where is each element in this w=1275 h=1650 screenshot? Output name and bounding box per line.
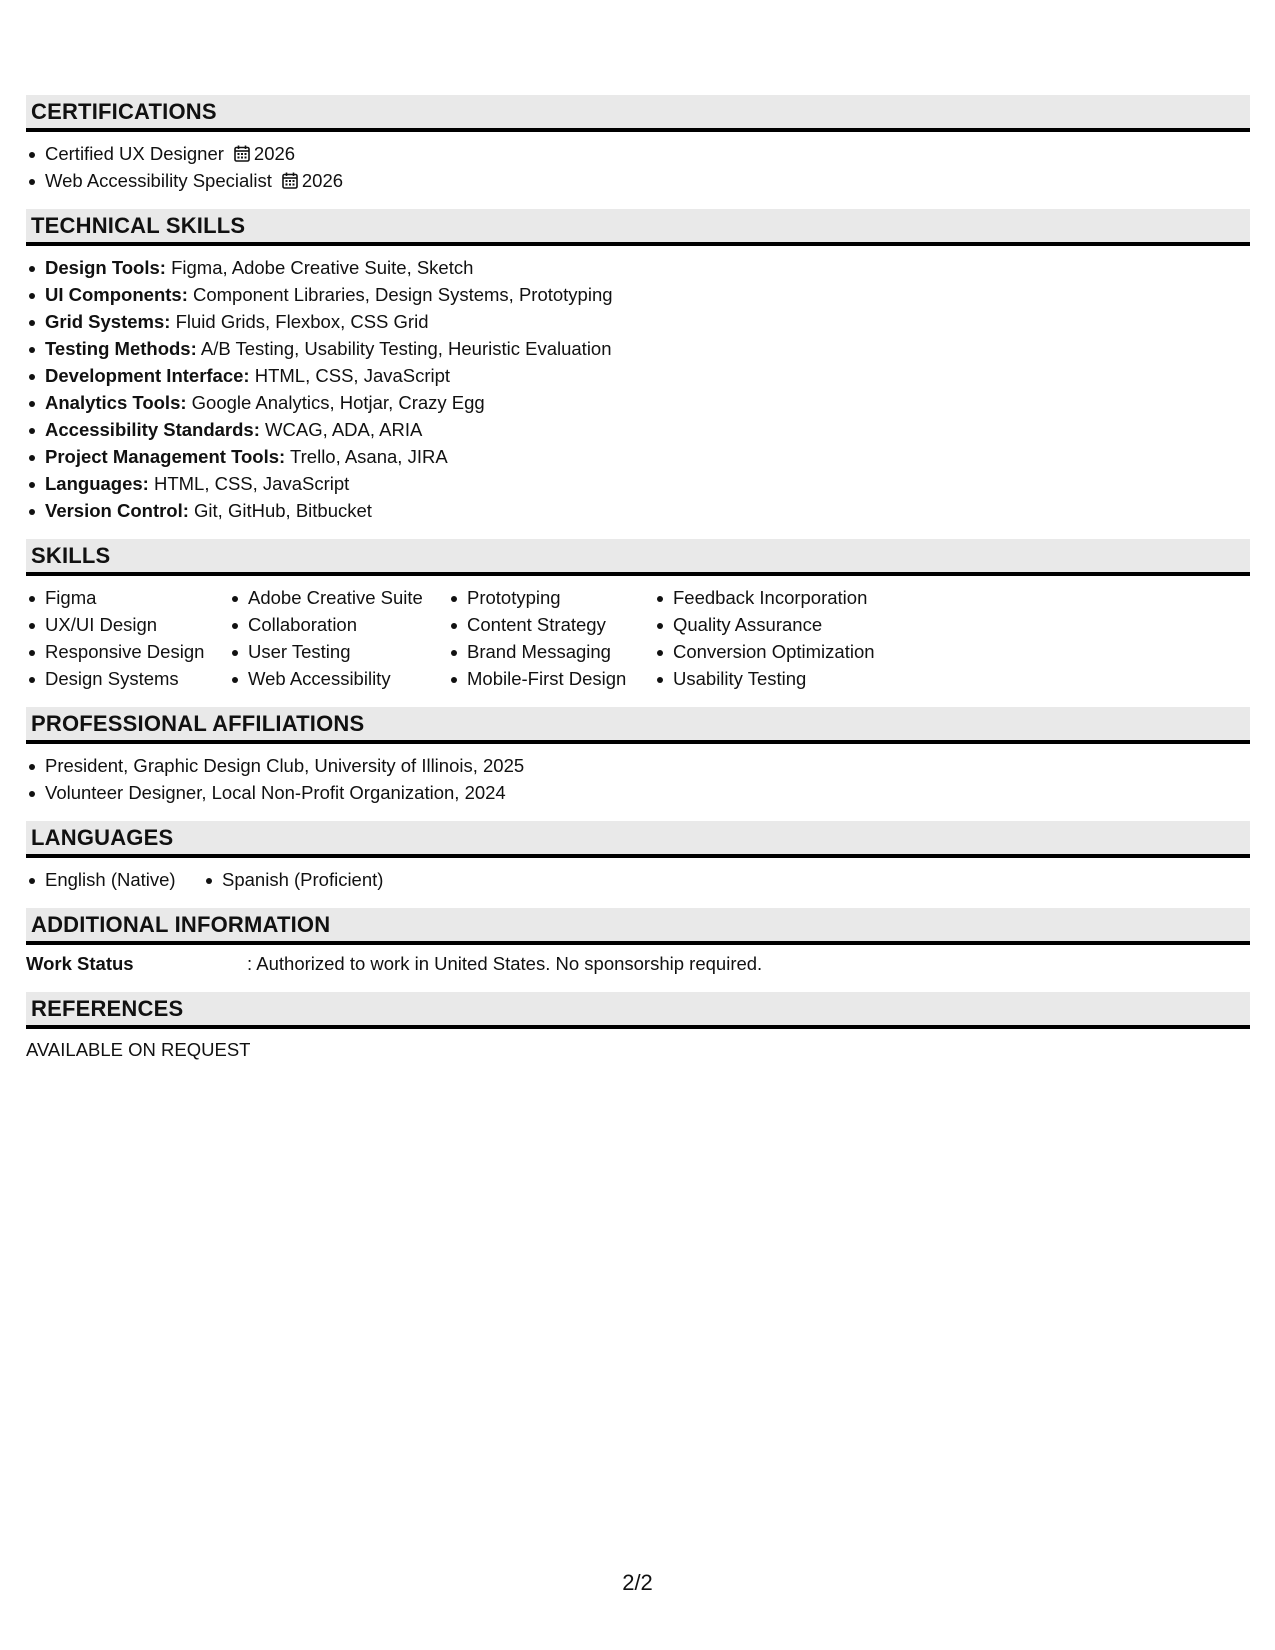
skills-section: [26, 539, 1250, 692]
references-section: [26, 992, 1250, 1063]
technical-skill-value: A/B Testing, Usability Testing, Heuristic Evaluation: [200, 338, 612, 359]
technical-skill-value: Fluid Grids, Flexbox, CSS Grid: [175, 311, 429, 332]
technical-skill-item: [26, 497, 1250, 524]
additional-info-heading: ADDITIONAL INFORMATION: [26, 908, 1250, 945]
certification-year: 2026: [253, 143, 296, 164]
additional-info-section: [26, 908, 1250, 977]
technical-skill-label: Project Management Tools:: [45, 446, 286, 467]
technical-skill-item: [26, 254, 1250, 281]
affiliations-section: [26, 707, 1250, 806]
certification-item: [26, 140, 1250, 167]
references-heading: REFERENCES: [26, 992, 1250, 1029]
technical-skill-value: Git, GitHub, Bitbucket: [194, 500, 372, 521]
skill-item: Design Systems: [26, 665, 229, 692]
skills-column: [229, 584, 448, 692]
technical-skill-item: [26, 335, 1250, 362]
skill-item: User Testing: [229, 638, 448, 665]
technical-skills-section: [26, 209, 1250, 524]
certifications-heading: CERTIFICATIONS: [26, 95, 1250, 132]
technical-skill-value: Google Analytics, Hotjar, Crazy Egg: [191, 392, 485, 413]
technical-skill-label: Version Control:: [45, 500, 189, 521]
calendar-icon: [234, 145, 250, 162]
certifications-section: [26, 95, 1250, 194]
skill-item: Web Accessibility: [229, 665, 448, 692]
skill-item: Mobile-First Design: [448, 665, 654, 692]
technical-skill-item: [26, 362, 1250, 389]
technical-skill-label: Testing Methods:: [45, 338, 197, 359]
technical-skill-value: WCAG, ADA, ARIA: [265, 419, 423, 440]
language-item: English (Native): [26, 866, 203, 893]
skills-column: [654, 584, 914, 692]
skills-heading: SKILLS: [26, 539, 1250, 576]
technical-skill-label: Accessibility Standards:: [45, 419, 260, 440]
skill-item: Feedback Incorporation: [654, 584, 914, 611]
language-column: [203, 866, 383, 893]
resume-page: [26, 95, 1250, 1078]
references-text: AVAILABLE ON REQUEST: [26, 1039, 251, 1060]
work-status-value: : Authorized to work in United States. No sponsorship required.: [247, 953, 763, 974]
technical-skill-label: Analytics Tools:: [45, 392, 187, 413]
work-status-row: [26, 950, 1250, 977]
certification-name: Certified UX Designer: [45, 143, 224, 164]
technical-skill-item: [26, 470, 1250, 497]
skill-item: Usability Testing: [654, 665, 914, 692]
affiliation-item: Volunteer Designer, Local Non-Profit Organization, 2024: [26, 779, 1250, 806]
languages-list: [26, 866, 1250, 893]
certifications-list: [26, 140, 1250, 194]
calendar-icon: [282, 172, 298, 189]
skill-item: UX/UI Design: [26, 611, 229, 638]
certification-year: 2026: [301, 170, 344, 191]
skills-column: [26, 584, 229, 692]
skill-item: Conversion Optimization: [654, 638, 914, 665]
technical-skill-item: [26, 389, 1250, 416]
skills-column: [448, 584, 654, 692]
affiliation-item: President, Graphic Design Club, University of Illinois, 2025: [26, 752, 1250, 779]
technical-skills-heading: TECHNICAL SKILLS: [26, 209, 1250, 246]
skill-item: Quality Assurance: [654, 611, 914, 638]
language-column: [26, 866, 203, 893]
skill-item: Prototyping: [448, 584, 654, 611]
technical-skill-label: Development Interface:: [45, 365, 250, 386]
language-item: Spanish (Proficient): [203, 866, 383, 893]
technical-skill-item: [26, 443, 1250, 470]
technical-skill-value: HTML, CSS, JavaScript: [254, 365, 451, 386]
affiliations-list: [26, 752, 1250, 806]
technical-skill-value: Trello, Asana, JIRA: [290, 446, 448, 467]
languages-heading: LANGUAGES: [26, 821, 1250, 858]
technical-skill-value: Figma, Adobe Creative Suite, Sketch: [171, 257, 474, 278]
technical-skill-label: Design Tools:: [45, 257, 166, 278]
technical-skill-item: [26, 308, 1250, 335]
skill-item: Figma: [26, 584, 229, 611]
skill-item: Adobe Creative Suite: [229, 584, 448, 611]
technical-skill-label: UI Components:: [45, 284, 188, 305]
skill-item: Content Strategy: [448, 611, 654, 638]
technical-skills-list: [26, 254, 1250, 524]
work-status-label: Work Status: [26, 953, 134, 974]
technical-skill-label: Grid Systems:: [45, 311, 171, 332]
certification-name: Web Accessibility Specialist: [45, 170, 272, 191]
page-number: 2/2: [622, 1570, 653, 1595]
skills-grid: [26, 584, 1250, 692]
affiliations-heading: PROFESSIONAL AFFILIATIONS: [26, 707, 1250, 744]
languages-section: [26, 821, 1250, 893]
skill-item: Brand Messaging: [448, 638, 654, 665]
technical-skill-value: HTML, CSS, JavaScript: [153, 473, 350, 494]
skill-item: Collaboration: [229, 611, 448, 638]
technical-skill-item: [26, 281, 1250, 308]
certification-item: [26, 167, 1250, 194]
technical-skill-value: Component Libraries, Design Systems, Prototyping: [193, 284, 613, 305]
technical-skill-item: [26, 416, 1250, 443]
technical-skill-label: Languages:: [45, 473, 149, 494]
skill-item: Responsive Design: [26, 638, 229, 665]
